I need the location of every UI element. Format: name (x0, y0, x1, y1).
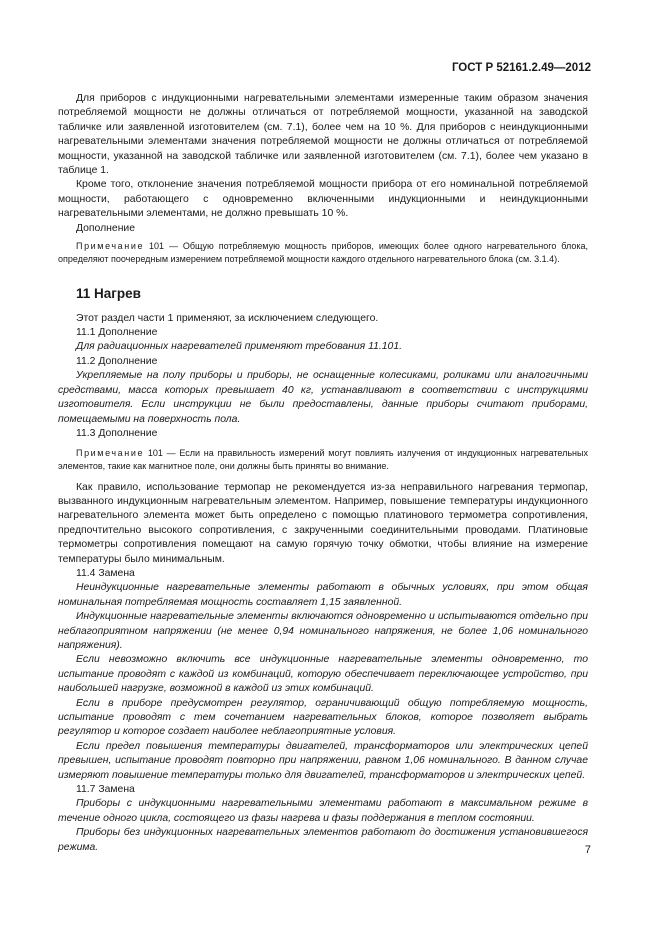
document-body (58, 92, 588, 855)
clause-heading: 11.3 Дополнение (76, 427, 158, 439)
paragraph: Как правило, использование термопар не рекомендуется из-за неправильного нагревания термопар, вызванного индукционным нагревательным элементом. Например, повышение температуры индукционного нагревательного элемента может быть определено с помощью платинового термометра сопротивления, предпочтительно высокого сопротивления, с закрученными соединительными проводами. Платиновые термометры сопротивления помещают на самую горячую точку обмотки, чтобы влияние на измерение температуры было минимальным. (58, 481, 588, 565)
paragraph: Этот раздел части 1 применяют, за исключением следующего. (76, 312, 379, 324)
note-text: 101 — Если на правильность измерений могут повлиять излучения от индукционных нагревательных элементов, такие как магнитное поле, они должны быть приняты во внимание. (58, 448, 588, 471)
note-label: Примечание (76, 448, 145, 459)
addition-label: Дополнение (76, 222, 136, 234)
note-label: Примечание (76, 241, 145, 252)
clause-heading: 11.4 Замена (76, 567, 135, 579)
note (58, 447, 588, 472)
clause-heading: 11.2 Дополнение (76, 355, 158, 367)
clause-text: Укрепляемые на полу приборы и приборы, не оснащенные колесиками, роликами или аналогичными средствами, масса которых превышает 40 кг, устанавливают в соответствии с инструкциями изготовителя. Если инструкции не были предоставлены, данные приборы считают приборами, помещаемыми на поверхность пола. (58, 370, 588, 425)
clause-text: Неиндукционные нагревательные элементы работают в обычных условиях, при этом общая номинальная потребляемая мощность составляет 1,15 заявленной. (58, 582, 588, 608)
clause-heading: 11.1 Дополнение (76, 327, 158, 339)
section-title: 11 Нагрев (76, 286, 141, 302)
clause-text: Если в приборе предусмотрен регулятор, ограничивающий общую потребляемую мощность, испытание проводят с тем сочетанием нагревательных блоков, которое позволяет выбрать регулятор и которое создает наиболее неблагоприятные условия. (58, 697, 588, 738)
note-text: 101 — Общую потребляемую мощность приборов, имеющих более одного нагревательного блока, определяют поочередным измерением потребляемой мощности каждого отдельного нагревательного блока (см. 3.1.4). (58, 241, 588, 264)
clause-text: Если предел повышения температуры двигателей, трансформаторов или электрических цепей превышен, испытание проводят повторно при напряжении, равном 1,06 номинального. В данном случае измеряют повышение температуры только для двигателей, трансформаторов и электрических цепей. (58, 740, 588, 781)
document-header: ГОСТ Р 52161.2.49—2012 (451, 62, 591, 74)
page-number: 7 (584, 844, 591, 856)
note (58, 240, 588, 265)
clause-text: Приборы без индукционных нагревательных элементов работают до достижения установившегося режима. (58, 827, 588, 853)
clause-heading: 11.7 Замена (76, 784, 135, 796)
paragraph: Для приборов с индукционными нагревательными элементами измеренные таким образом значения потребляемой мощности не должны отличаться от потребляемой мощности, указанной на заводской табличке или заявленной изготовителем (см. 7.1), более чем на 10 %. Для приборов с неиндукционными нагревательными элементами значения потребляемой мощности не должны отличаться от потребляемой мощности, указанной на заводской табличке или заявленной изготовителем (см. 7.1), более чем указано в таблице 1. (58, 93, 588, 177)
paragraph: Кроме того, отклонение значения потребляемой мощности прибора от его номинальной потребляемой мощности, работающего с одновременно включенными индукционными и неиндукционными нагревательными элементами, не должно превышать 10 %. (58, 179, 588, 220)
clause-text: Приборы с индукционными нагревательными элементами работают в максимальном режиме в течение одного цикла, состоящего из фазы нагрева и фазы поддержания в теплом состоянии. (58, 798, 588, 824)
clause-text: Если невозможно включить все индукционные нагревательные элементы одновременно, то испытание проводят с каждой из комбинаций, которую обеспечивает переключающее устройство, при наибольшей нагрузке, возможной в каждой из этих комбинаций. (58, 654, 588, 695)
clause-text: Индукционные нагревательные элементы включаются одновременно и испытываются отдельно при неблагоприятном напряжении (не менее 0,94 номинального напряжения, не более 1,06 номинального напряжения). (58, 611, 588, 651)
clause-text: Для радиационных нагревателей применяют требования 11.101. (76, 341, 403, 353)
